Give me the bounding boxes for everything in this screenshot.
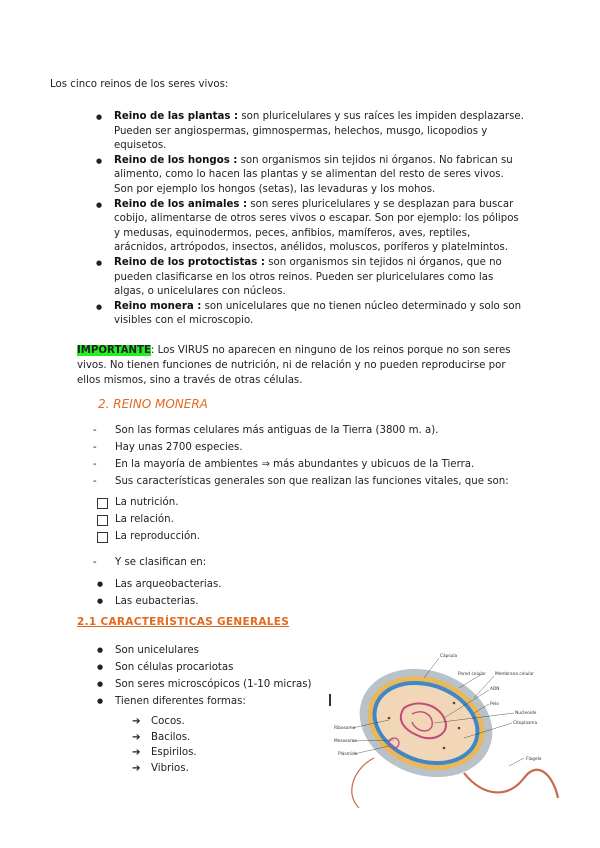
label-citoplasma: Citoplasma xyxy=(513,721,538,726)
list-item: La nutrición. xyxy=(97,494,200,511)
list-item: ● Son unicelulares xyxy=(97,642,312,659)
kingdom-name: Reino monera : xyxy=(114,300,202,312)
list-item: ➔ Espirilos. xyxy=(132,745,197,761)
list-item: La relación. xyxy=(97,511,200,528)
list-item: ➔ Bacilos. xyxy=(132,730,197,746)
list-item: La reproducción. xyxy=(97,528,200,545)
label-membrana: Membrana celular xyxy=(495,672,534,677)
list-item: ● Tienen diferentes formas: xyxy=(97,693,312,710)
functions-list xyxy=(97,494,200,545)
kingdom-description: son pluricelulares y sus raíces les impiden desplazarse. Pueden ser angiospermas, gimnospermas, helechos, musgo, licopodios y equisetos. xyxy=(114,111,524,152)
list-item: - Son las formas celulares más antiguas de la Tierra (3800 m. a). xyxy=(93,422,533,439)
list-item xyxy=(96,256,526,300)
pilus xyxy=(352,758,374,808)
list-item: - Hay unas 2700 especies. xyxy=(93,439,533,456)
list-item xyxy=(96,198,526,256)
label-flagelo: Flagelo xyxy=(526,757,542,762)
classes-list xyxy=(97,576,222,610)
text-cursor xyxy=(329,694,331,706)
list-item xyxy=(96,154,526,198)
list-item: ● Son células procariotas xyxy=(97,659,312,676)
list-item: ● Las eubacterias. xyxy=(97,593,222,610)
facts-list xyxy=(93,422,533,490)
label-mesosoma: Mesosoma xyxy=(334,739,357,744)
flagellum xyxy=(464,770,558,798)
ribosome xyxy=(443,747,446,750)
bacterium-diagram xyxy=(334,648,560,818)
kingdom-name: Reino de los hongos : xyxy=(114,154,238,166)
arrow-right-icon: ➔ xyxy=(132,731,141,743)
list-item xyxy=(96,300,526,329)
kingdom-name: Reino de los protoctistas : xyxy=(114,256,265,268)
list-item: ● Son seres microscópicos (1-10 micras) xyxy=(97,676,312,693)
intro-text: Los cinco reinos de los seres vivos: xyxy=(50,79,229,90)
ribosome xyxy=(388,717,391,720)
kingdom-description: son organismos sin tejidos ni órganos. No fabrican su alimento, como lo hacen las plantas y se alimentan del resto de seres vivos. Son por ejemplo los hongos (setas), las levaduras y los mohos. xyxy=(114,154,513,195)
important-text: : Los VIRUS no aparecen en ninguno de los reinos porque no son seres vivos. No tienen funciones de nutrición, ni de relación y no pueden reproducirse por ellos mismos, sino a través de otras células. xyxy=(77,345,511,386)
ribosome xyxy=(458,727,461,730)
arrow-right-icon: ➔ xyxy=(132,716,141,727)
list-item: - Sus características generales son que realizan las funciones vitales, que son: xyxy=(93,473,533,490)
label-ribosoma: Ribosoma xyxy=(334,726,356,731)
list-item: ➔ Vibrios. xyxy=(132,761,197,777)
shapes-list xyxy=(132,714,197,776)
checkbox-icon xyxy=(97,498,108,509)
label-adn: ADN xyxy=(490,687,500,692)
list-item: ● Las arqueobacterias. xyxy=(97,576,222,593)
label-pared: Pared celular xyxy=(458,672,486,677)
list-item: - Y se clasifican en: xyxy=(93,554,533,571)
kingdom-description: son seres pluricelulares y se desplazan para buscar cobijo, alimentarse de otros seres vivos o escapar. Son por ejemplo: los pólipos y medusas, equinodermos, peces, anfibios, mamíferos, aves, reptiles, arácnidos, artrópodos, insectos, anélidos, moluscos, poríferos y platelmintos. xyxy=(114,198,519,254)
label-nucleoide: Nucleoide xyxy=(515,711,537,716)
section-heading: 2. REINO MONERA xyxy=(98,397,208,411)
kingdom-description: son organismos sin tejidos ni órganos, que no pueden clasificarse en los otros reinos. Pueden ser pluricelulares como las algas, o unicelulares con núcleos. xyxy=(114,256,502,298)
list-item xyxy=(96,110,526,154)
list-item: ➔ Cocos. xyxy=(132,714,197,730)
label-capsula: Cápsula xyxy=(440,654,458,659)
kingdom-name: Reino de las plantas : xyxy=(114,111,239,122)
label-plasmido: Plásmido xyxy=(338,752,358,757)
subsection-heading: 2.1 CARACTERÍSTICAS GENERALES xyxy=(77,616,290,628)
arrow-right-icon: ➔ xyxy=(132,747,141,758)
list-item: - En la mayoría de ambientes ⇒ más abundantes y ubicuos de la Tierra. xyxy=(93,456,533,473)
label-pelo: Pelo xyxy=(490,702,499,707)
ribosome xyxy=(453,702,456,705)
important-label: IMPORTANTE xyxy=(77,345,151,356)
kingdom-description: son unicelulares que no tienen núcleo determinado y solo son visibles con el microscopio. xyxy=(114,300,522,327)
important-note xyxy=(77,343,517,388)
arrow-right-icon: ➔ xyxy=(132,762,141,774)
kingdom-name: Reino de los animales : xyxy=(114,198,248,210)
checkbox-icon xyxy=(97,515,108,526)
classify-intro-list xyxy=(93,554,533,571)
characteristics-list xyxy=(97,642,312,710)
checkbox-icon xyxy=(97,532,108,543)
kingdom-list xyxy=(96,110,526,329)
